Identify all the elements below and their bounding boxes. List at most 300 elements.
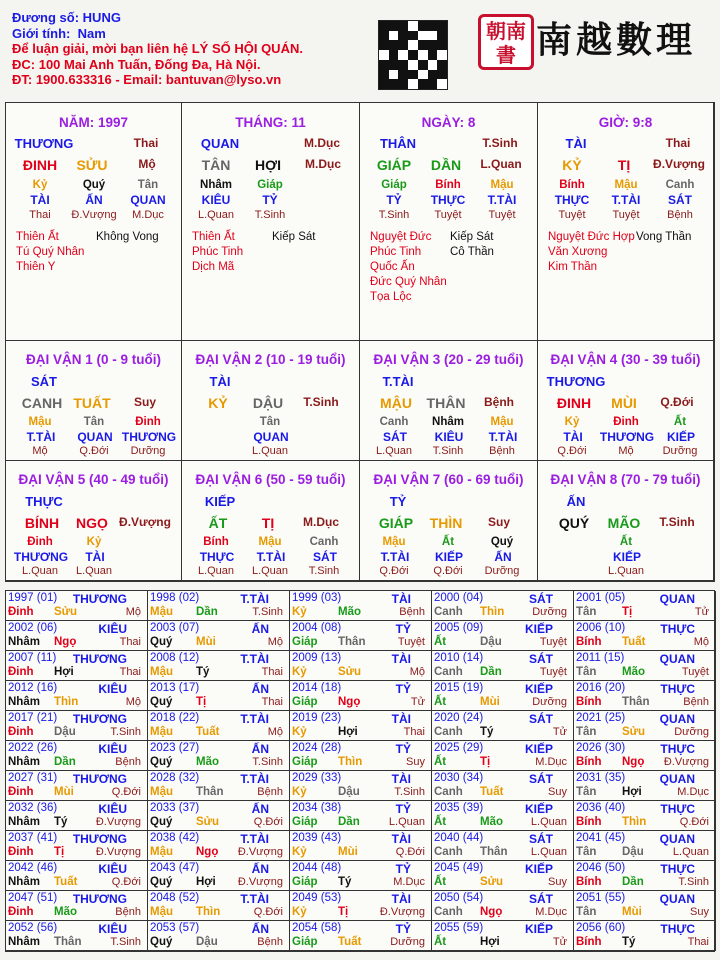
dai-van-chi: THÂN: [426, 395, 466, 411]
dai-van-god: T.TÀI: [382, 374, 414, 389]
dai-van-god: TÀI: [209, 374, 231, 389]
year-cell: [6, 801, 148, 831]
year-label: 2041 (45): [576, 832, 626, 844]
year-can: Mậu: [150, 846, 173, 858]
year-can: Giáp: [292, 756, 318, 768]
year-status: Thai: [403, 726, 425, 738]
year-god: KIẾP: [524, 922, 553, 936]
year-status: Tử: [694, 606, 709, 618]
year-god: THỰC: [660, 622, 695, 636]
year-god: ẤN: [251, 922, 269, 936]
dai-van-2: [182, 341, 360, 461]
year-label: 2012 (16): [8, 682, 58, 694]
pillar-can: ĐINH: [22, 157, 58, 173]
year-can: Tân: [576, 666, 597, 678]
year-chi: Mão: [338, 606, 361, 618]
year-label: 2020 (24): [434, 712, 484, 724]
year-can: Quý: [150, 936, 173, 948]
year-can: Mậu: [150, 726, 173, 738]
dai-van-can: ẤT: [208, 515, 228, 531]
year-status: Suy: [690, 906, 709, 918]
year-cell: [148, 831, 290, 861]
year-label: 2042 (46): [8, 862, 58, 874]
year-status: Đ.Vượng: [95, 816, 141, 828]
dv-hidden-status: Q.Đới: [433, 565, 463, 577]
star-item: Kiếp Sát: [450, 231, 494, 243]
hidden-stem: Canh: [665, 179, 695, 191]
year-label: 2052 (56): [8, 922, 58, 934]
dv-hidden-god: THƯƠNG: [121, 430, 177, 444]
dv-hidden-god: T.TÀI: [26, 430, 56, 444]
year-status: T.Sinh: [252, 756, 283, 768]
year-cell: [6, 771, 148, 801]
year-chi: Tị: [622, 606, 633, 618]
pillar-god-status: M.Dục: [304, 136, 340, 150]
dai-van-can: QUÝ: [558, 515, 590, 531]
hidden-god: THỰC: [430, 193, 466, 207]
year-god: THỰC: [660, 802, 695, 816]
year-label: 2014 (18): [292, 682, 342, 694]
year-label: 2007 (11): [8, 652, 57, 664]
year-can: Mậu: [150, 786, 173, 798]
year-status: Tuyệt: [681, 666, 709, 678]
year-cell: [574, 651, 716, 681]
year-label: 2044 (48): [292, 862, 342, 874]
pillar-chi: SỬU: [76, 157, 108, 173]
year-chi: Mão: [54, 906, 77, 918]
year-cell: [148, 591, 290, 621]
stars-right: [636, 230, 691, 245]
hidden-status: Đ.Vượng: [71, 209, 117, 221]
dai-van-title: ĐẠI VẬN 2 (10 - 19 tuổi): [195, 352, 346, 367]
year-chi: Tý: [480, 726, 494, 738]
year-god: THỰC: [660, 922, 695, 936]
year-label: 1997 (01): [8, 592, 58, 604]
year-can: Bính: [576, 696, 602, 708]
contact-line: Để luận giải, mời bạn liên hệ LÝ SỐ HỘI QUÁN.: [12, 41, 303, 56]
year-status: T.Sinh: [252, 606, 283, 618]
year-cell: [574, 681, 716, 711]
year-cell: [574, 921, 716, 951]
dai-van-god: ẤN: [566, 494, 586, 509]
hidden-status: Tuyệt: [612, 209, 640, 221]
year-label: 2021 (25): [576, 712, 626, 724]
year-chi: Thìn: [622, 816, 647, 828]
year-status: Bệnh: [683, 696, 709, 708]
year-god: QUAN: [659, 772, 695, 786]
hidden-stem: Quý: [82, 179, 106, 191]
year-god: TỶ: [395, 682, 411, 696]
year-status: Bệnh: [115, 756, 141, 768]
year-label: 2045 (49): [434, 862, 484, 874]
year-cell: [6, 831, 148, 861]
hidden-god: KIÊU: [201, 193, 231, 207]
dv-hidden-stem: Mậu: [490, 416, 514, 428]
year-cell: [432, 651, 574, 681]
dv-hidden-god: T.TÀI: [380, 550, 410, 564]
year-can: Nhâm: [8, 816, 40, 828]
year-cell: [148, 621, 290, 651]
year-cell: [6, 681, 148, 711]
pillar-nap: L.Quan: [480, 157, 522, 171]
hidden-god: QUAN: [130, 193, 166, 207]
year-can: Đinh: [8, 906, 34, 918]
year-god: KIÊU: [98, 682, 127, 696]
dai-van-can: ĐINH: [556, 395, 592, 411]
hidden-stem: Nhâm: [200, 179, 232, 191]
dai-van-chi: TỊ: [261, 515, 275, 531]
dv-hidden-stem: Mậu: [258, 536, 282, 548]
year-chi: Tị: [338, 906, 349, 918]
dv-hidden-status: Q.Đới: [79, 445, 109, 457]
dai-van-god: SÁT: [31, 374, 57, 389]
star-item: Vong Thần: [636, 231, 692, 243]
dv-hidden-stem: Kỷ: [86, 536, 102, 548]
year-status: Mộ: [125, 606, 141, 618]
year-god: SÁT: [529, 592, 553, 606]
year-cell: [432, 741, 574, 771]
year-god: ẤN: [251, 622, 269, 636]
year-chi: Tị: [480, 756, 491, 768]
year-chi: Hợi: [480, 936, 500, 948]
year-status: Đ.Vượng: [663, 756, 709, 768]
dv-hidden-god: KIẾP: [612, 550, 641, 564]
year-label: 2038 (42): [150, 832, 200, 844]
dv-hidden-status: Q.Đới: [379, 565, 409, 577]
year-label: 2034 (38): [292, 802, 342, 814]
year-label: 2033 (37): [150, 802, 200, 814]
year-god: THƯƠNG: [72, 892, 127, 906]
year-god: SÁT: [529, 712, 553, 726]
year-chi: Tý: [54, 816, 68, 828]
year-cell: [6, 711, 148, 741]
star-item: Thiên Ất: [192, 231, 235, 243]
year-status: Suy: [406, 756, 425, 768]
year-label: 2000 (04): [434, 592, 484, 604]
year-cell: [432, 771, 574, 801]
year-god: TÀI: [391, 592, 411, 606]
year-cell: [6, 921, 148, 951]
year-table: [5, 590, 715, 952]
dai-van-3: [360, 341, 538, 461]
dai-van-5: [6, 461, 182, 581]
year-chi: Tị: [54, 846, 65, 858]
pillar-3: [538, 103, 714, 341]
year-status: M.Dục: [393, 876, 425, 888]
dv-hidden-status: L.Quan: [375, 445, 413, 457]
dai-van-title: ĐẠI VẬN 1 (0 - 9 tuổi): [25, 352, 161, 367]
year-chi: Thân: [480, 846, 508, 858]
year-god: TÀI: [391, 712, 411, 726]
year-label: 2019 (23): [292, 712, 342, 724]
year-label: 2010 (14): [434, 652, 484, 664]
hidden-stem: Kỷ: [32, 179, 48, 191]
year-status: Đ.Vượng: [95, 846, 141, 858]
year-god: KIÊU: [98, 922, 127, 936]
year-status: L.Quan: [388, 816, 425, 828]
pillar-can: GIÁP: [376, 157, 412, 173]
star-item: Tú Quý Nhân: [16, 246, 85, 258]
star-item: Tọa Lộc: [370, 291, 412, 303]
year-can: Đinh: [8, 846, 34, 858]
year-chi: Thân: [54, 936, 82, 948]
year-cell: [432, 891, 574, 921]
dv-hidden-status: Dưỡng: [484, 565, 520, 577]
hidden-stem: Tân: [137, 179, 159, 191]
dv-hidden-stem: Đinh: [613, 416, 639, 428]
year-chi: Tý: [622, 936, 636, 948]
year-can: Mậu: [150, 906, 173, 918]
dv-hidden-god: T.TÀI: [256, 550, 286, 564]
year-status: M.Dục: [677, 786, 709, 798]
hidden-stem: Giáp: [381, 179, 407, 191]
year-can: Bính: [576, 636, 602, 648]
year-label: 2005 (09): [434, 622, 484, 634]
year-god: KIÊU: [98, 802, 127, 816]
year-can: Kỷ: [292, 606, 307, 618]
dv-hidden-status: L.Quan: [21, 565, 59, 577]
hidden-status: Tuyệt: [558, 209, 586, 221]
year-label: 2003 (07): [150, 622, 200, 634]
year-status: Tuyệt: [539, 636, 567, 648]
year-chi: Thìn: [338, 756, 363, 768]
star-item: Không Vong: [96, 231, 159, 243]
year-label: 2049 (53): [292, 892, 342, 904]
year-status: Mộ: [267, 636, 283, 648]
hidden-stem: Mậu: [614, 179, 638, 191]
year-status: Đ.Vượng: [379, 906, 425, 918]
year-chi: Dần: [622, 876, 644, 888]
year-status: Mộ: [125, 696, 141, 708]
year-can: Giáp: [292, 876, 318, 888]
year-chi: Mùi: [622, 906, 642, 918]
year-can: Kỷ: [292, 906, 307, 918]
dv-hidden-god: SÁT: [383, 430, 407, 444]
year-chi: Sửu: [54, 606, 78, 618]
hidden-god: T.TÀI: [611, 193, 641, 207]
pillar-title: NGÀY: 8: [421, 115, 476, 130]
dv-hidden-god: KIÊU: [434, 430, 464, 444]
year-label: 2055 (59): [434, 922, 484, 934]
dai-van-nap: Suy: [487, 515, 510, 529]
year-status: Q.Đới: [679, 816, 709, 828]
owner-name: HUNG: [82, 10, 121, 25]
year-chi: Dậu: [480, 636, 502, 648]
pillar-god: TÀI: [565, 136, 587, 151]
year-label: 2031 (35): [576, 772, 626, 784]
year-god: THỰC: [660, 682, 695, 696]
hidden-god: SÁT: [668, 193, 692, 207]
year-god: TÀI: [391, 772, 411, 786]
year-cell: [148, 741, 290, 771]
star-item: Kiếp Sát: [272, 231, 316, 243]
year-cell: [148, 681, 290, 711]
year-label: 2016 (20): [576, 682, 626, 694]
dai-van-nap: Q.Đới: [660, 395, 694, 409]
hidden-god: THỰC: [554, 193, 590, 207]
year-label: 2006 (10): [576, 622, 626, 634]
dai-van-title: ĐẠI VẬN 3 (20 - 29 tuổi): [373, 352, 524, 367]
year-status: Mộ: [267, 726, 283, 738]
brand-logo: 南越數理: [536, 19, 697, 61]
year-label: 2047 (51): [8, 892, 58, 904]
dv-hidden-god: THƯƠNG: [13, 550, 69, 564]
year-chi: Tý: [338, 876, 352, 888]
year-chi: Thìn: [196, 906, 221, 918]
year-label: 2017 (21): [8, 712, 58, 724]
year-cell: [6, 861, 148, 891]
year-label: 2018 (22): [150, 712, 200, 724]
dai-van-nap: Bệnh: [484, 395, 514, 409]
year-chi: Sửu: [480, 876, 504, 888]
year-cell: [6, 741, 148, 771]
hidden-status: T.Sinh: [378, 209, 410, 221]
year-label: 2022 (26): [8, 742, 58, 754]
bazi-chart: [5, 102, 715, 582]
dv-hidden-stem: Bính: [203, 536, 229, 548]
dv-hidden-god: QUAN: [253, 430, 289, 444]
dv-hidden-status: Dưỡng: [662, 445, 698, 457]
year-status: Dưỡng: [532, 606, 567, 618]
dv-hidden-stem: Đinh: [135, 416, 161, 428]
year-god: THỰC: [660, 742, 695, 756]
seal-stamp: 朝南書: [478, 14, 534, 70]
year-chi: Tuất: [54, 876, 78, 888]
year-can: Ất: [434, 636, 447, 648]
year-cell: [432, 921, 574, 951]
year-god: T.TÀI: [240, 712, 269, 726]
dv-hidden-status: L.Quan: [251, 445, 289, 457]
year-can: Kỷ: [292, 726, 307, 738]
year-status: Tuyệt: [539, 666, 567, 678]
year-can: Quý: [150, 636, 173, 648]
year-label: 2004 (08): [292, 622, 342, 634]
year-chi: Dậu: [196, 936, 218, 948]
year-chi: Mão: [622, 666, 645, 678]
dai-van-title: ĐẠI VẬN 5 (40 - 49 tuổi): [18, 472, 169, 487]
dv-hidden-stem: Ất: [673, 416, 687, 428]
year-chi: Dậu: [54, 726, 76, 738]
year-can: Bính: [576, 816, 602, 828]
year-god: ẤN: [251, 682, 269, 696]
year-can: Tân: [576, 846, 597, 858]
year-god: QUAN: [659, 712, 695, 726]
year-cell: [290, 591, 432, 621]
year-cell: [290, 771, 432, 801]
year-status: Dưỡng: [532, 696, 567, 708]
year-can: Canh: [434, 726, 463, 738]
year-cell: [148, 861, 290, 891]
year-god: TỶ: [395, 922, 411, 936]
pillar-0: [6, 103, 182, 341]
year-label: 2025 (29): [434, 742, 484, 754]
year-god: KIẾP: [524, 622, 553, 636]
pillar-chi: DẦN: [430, 157, 462, 173]
year-label: 2028 (32): [150, 772, 200, 784]
year-label: 2027 (31): [8, 772, 58, 784]
dai-van-8: [538, 461, 714, 581]
year-cell: [290, 651, 432, 681]
stars-right: [96, 230, 159, 245]
dv-hidden-status: Mộ: [32, 445, 48, 457]
year-can: Đinh: [8, 666, 34, 678]
year-status: M.Dục: [535, 756, 567, 768]
year-can: Kỷ: [292, 666, 307, 678]
year-label: 2023 (27): [150, 742, 200, 754]
year-status: Dưỡng: [674, 726, 709, 738]
year-label: 1999 (03): [292, 592, 342, 604]
dv-hidden-stem: Nhâm: [432, 416, 464, 428]
star-item: Thiên Y: [16, 261, 56, 273]
year-can: Giáp: [292, 636, 318, 648]
year-chi: Dậu: [338, 786, 360, 798]
hidden-god: TÀI: [30, 193, 50, 207]
year-label: 2013 (17): [150, 682, 200, 694]
dai-van-6: [182, 461, 360, 581]
year-god: KIẾP: [524, 862, 553, 876]
year-status: Bệnh: [115, 906, 141, 918]
year-god: TÀI: [391, 832, 411, 846]
year-can: Nhâm: [8, 636, 40, 648]
dai-van-god: THỰC: [25, 494, 63, 509]
stars-right: [272, 230, 315, 245]
year-god: THƯƠNG: [72, 772, 127, 786]
year-status: Thai: [261, 696, 283, 708]
year-cell: [574, 861, 716, 891]
year-god: TỶ: [395, 802, 411, 816]
qr-code-icon: [378, 20, 448, 90]
year-god: KIÊU: [98, 862, 127, 876]
dv-hidden-god: ẤN: [494, 550, 512, 564]
year-chi: Mùi: [480, 696, 500, 708]
year-god: TỶ: [395, 742, 411, 756]
dai-van-1: [6, 341, 182, 461]
year-chi: Hợi: [338, 726, 358, 738]
year-chi: Hợi: [54, 666, 74, 678]
year-god: QUAN: [659, 892, 695, 906]
dv-hidden-god: TÀI: [563, 430, 583, 444]
dv-hidden-god: KIẾP: [434, 550, 463, 564]
year-status: Q.Đới: [253, 906, 283, 918]
pillar-chi: HỢI: [255, 157, 281, 173]
year-can: Giáp: [292, 936, 318, 948]
stars-left: [16, 230, 84, 275]
dv-hidden-god: QUAN: [77, 430, 113, 444]
dv-hidden-status: L.Quan: [251, 565, 289, 577]
year-chi: Hợi: [196, 876, 216, 888]
dv-hidden-status: Bệnh: [489, 445, 515, 457]
year-god: SÁT: [529, 892, 553, 906]
year-cell: [6, 621, 148, 651]
year-status: Thai: [687, 936, 709, 948]
year-god: SÁT: [529, 832, 553, 846]
year-status: Tử: [552, 726, 567, 738]
dv-hidden-stem: Mậu: [28, 416, 52, 428]
year-god: TÀI: [391, 652, 411, 666]
year-god: ẤN: [251, 742, 269, 756]
year-chi: Tuất: [338, 936, 362, 948]
year-cell: [290, 621, 432, 651]
year-can: Đinh: [8, 786, 34, 798]
year-label: 2026 (30): [576, 742, 626, 754]
hidden-god: ẤN: [85, 193, 103, 207]
star-item: Đức Quý Nhân: [370, 276, 447, 288]
dai-van-title: ĐẠI VẬN 6 (50 - 59 tuổi): [195, 472, 346, 487]
year-label: 2056 (60): [576, 922, 626, 934]
year-can: Mậu: [150, 666, 173, 678]
star-item: Dịch Mã: [192, 261, 235, 273]
year-can: Canh: [434, 606, 463, 618]
